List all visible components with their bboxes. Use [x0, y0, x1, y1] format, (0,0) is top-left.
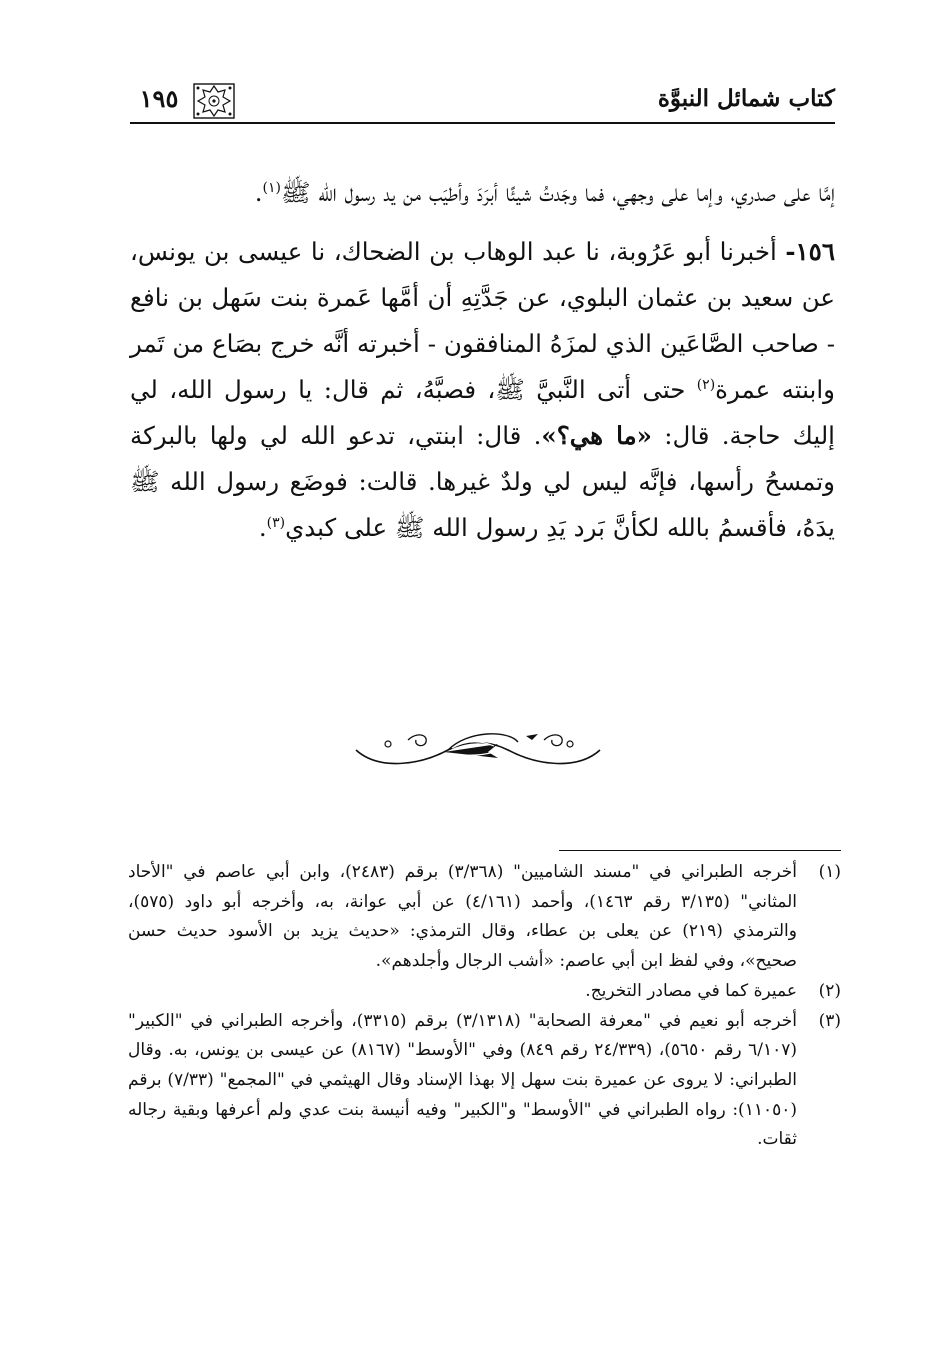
footnote-label: (٢) — [818, 980, 841, 1001]
quoted-speech: «ما هي؟» — [541, 421, 652, 450]
paragraph-156-end: . — [258, 513, 267, 542]
floral-divider-icon — [348, 722, 608, 770]
footnote-ref-1[interactable]: (١) — [262, 179, 281, 196]
paragraph-156-text-c: . قال: ابنتي، تدعو الله لي ولها بالبركة وتمسحُ رأسها، فإنَّه ليس لي ولدٌ غيرها. قالت: فوضَع رسول الله ﷺ يدَهُ، فأقسمُ بالله لكأنَّ بَرد يَدِ رسول الله ﷺ على كبدي — [130, 421, 835, 542]
paragraph-156-text-b: حتى أتى النَّبيَّ ﷺ، فصبَّهُ، ثم قال: يا رسول الله، لي إليك حاجة. قال: — [130, 375, 835, 450]
footnote-3 — [128, 1007, 841, 1156]
paragraph-156-text-a: أخبرنا أبو عَرُوبة، نا عبد الوهاب بن الضحاك، نا عيسى بن يونس، عن سعيد بن عثمان البلوي، عن جَدَّتِهِ أن أمَّها عَمرة بنت سَهل بن نافع - صاحب الصَّاعَين الذي لمزَهُ المنافقون - أخبرته أنَّه خرج بصَاع من تَمر وابنته عمرة — [130, 237, 835, 404]
footnotes — [128, 858, 841, 1155]
hadith-number: ١٥٦- — [785, 237, 835, 266]
footnote-ref-3[interactable]: (٣) — [266, 514, 286, 531]
footnote-text: أخرجه أبو نعيم في "معرفة الصحابة" (٣/١٣١٨) برقم (٣٣١٥)، وأخرجه الطبراني في "الكبير" (٦/١٠٧ رقم ٥٦٥٠)، (٢٤/٣٣٩ رقم ٨٤٩) وفي "الأوسط" (٨١٦٧) عن عيسى بن يونس، به. وقال الطبراني: لا يروى عن عميرة بنت سهل إلا بهذا الإسناد وقال الهيثمي في "المجمع" (٧/٣٣) برقم (١١٠٥٠): رواه الطبراني في "الأوسط" و"الكبير" وفيه أنيسة بنت عدي ولم أعرفها وبقية رجاله ثقات. — [128, 1010, 798, 1150]
footnote-ref-2[interactable]: (٢) — [696, 376, 716, 393]
book-title: كتاب شمائل النبوَّة — [657, 85, 835, 112]
footnote-1 — [128, 858, 841, 977]
paragraph-1-end: . — [254, 178, 263, 207]
octagram-frame-icon — [192, 82, 236, 120]
page-header — [130, 80, 835, 124]
footnote-separator — [559, 850, 841, 851]
paragraph-1 — [130, 170, 835, 216]
footnote-label: (٣) — [818, 1010, 841, 1031]
paragraph-156 — [130, 229, 835, 551]
paragraph-1-text: إمَّا على صدري، وإما على وجهي، فما وجَدتُ شيئًا أبرَدَ وأطيَب من يد رسول الله ﷺ — [280, 178, 835, 207]
main-text — [130, 170, 835, 551]
page-number: ١٩٥ — [139, 84, 179, 113]
footnote-text: عميرة كما في مصادر التخريج. — [585, 980, 797, 1001]
header-rule — [130, 122, 835, 124]
footnote-text: أخرجه الطبراني في "مسند الشاميين" (٣/٣٦٨) برقم (٢٤٨٣)، وابن أبي عاصم في "الأحاد المثاني" (٣/١٣٥ رقم ١٤٦٣)، وأحمد (٤/١٦١) عن أبي عوانة، به، وأخرجه أبو داود (٥٧٥)، والترمذي (٢١٩) عن يعلى بن عطاء، وقال الترمذي: «حديث يزيد بن الأسود حديث حسن صحيح»، وفي لفظ ابن أبي عاصم: «أشب الرجال وأجلدهم». — [128, 862, 798, 972]
footnote-2 — [128, 977, 841, 1007]
footnote-label: (١) — [818, 862, 841, 882]
